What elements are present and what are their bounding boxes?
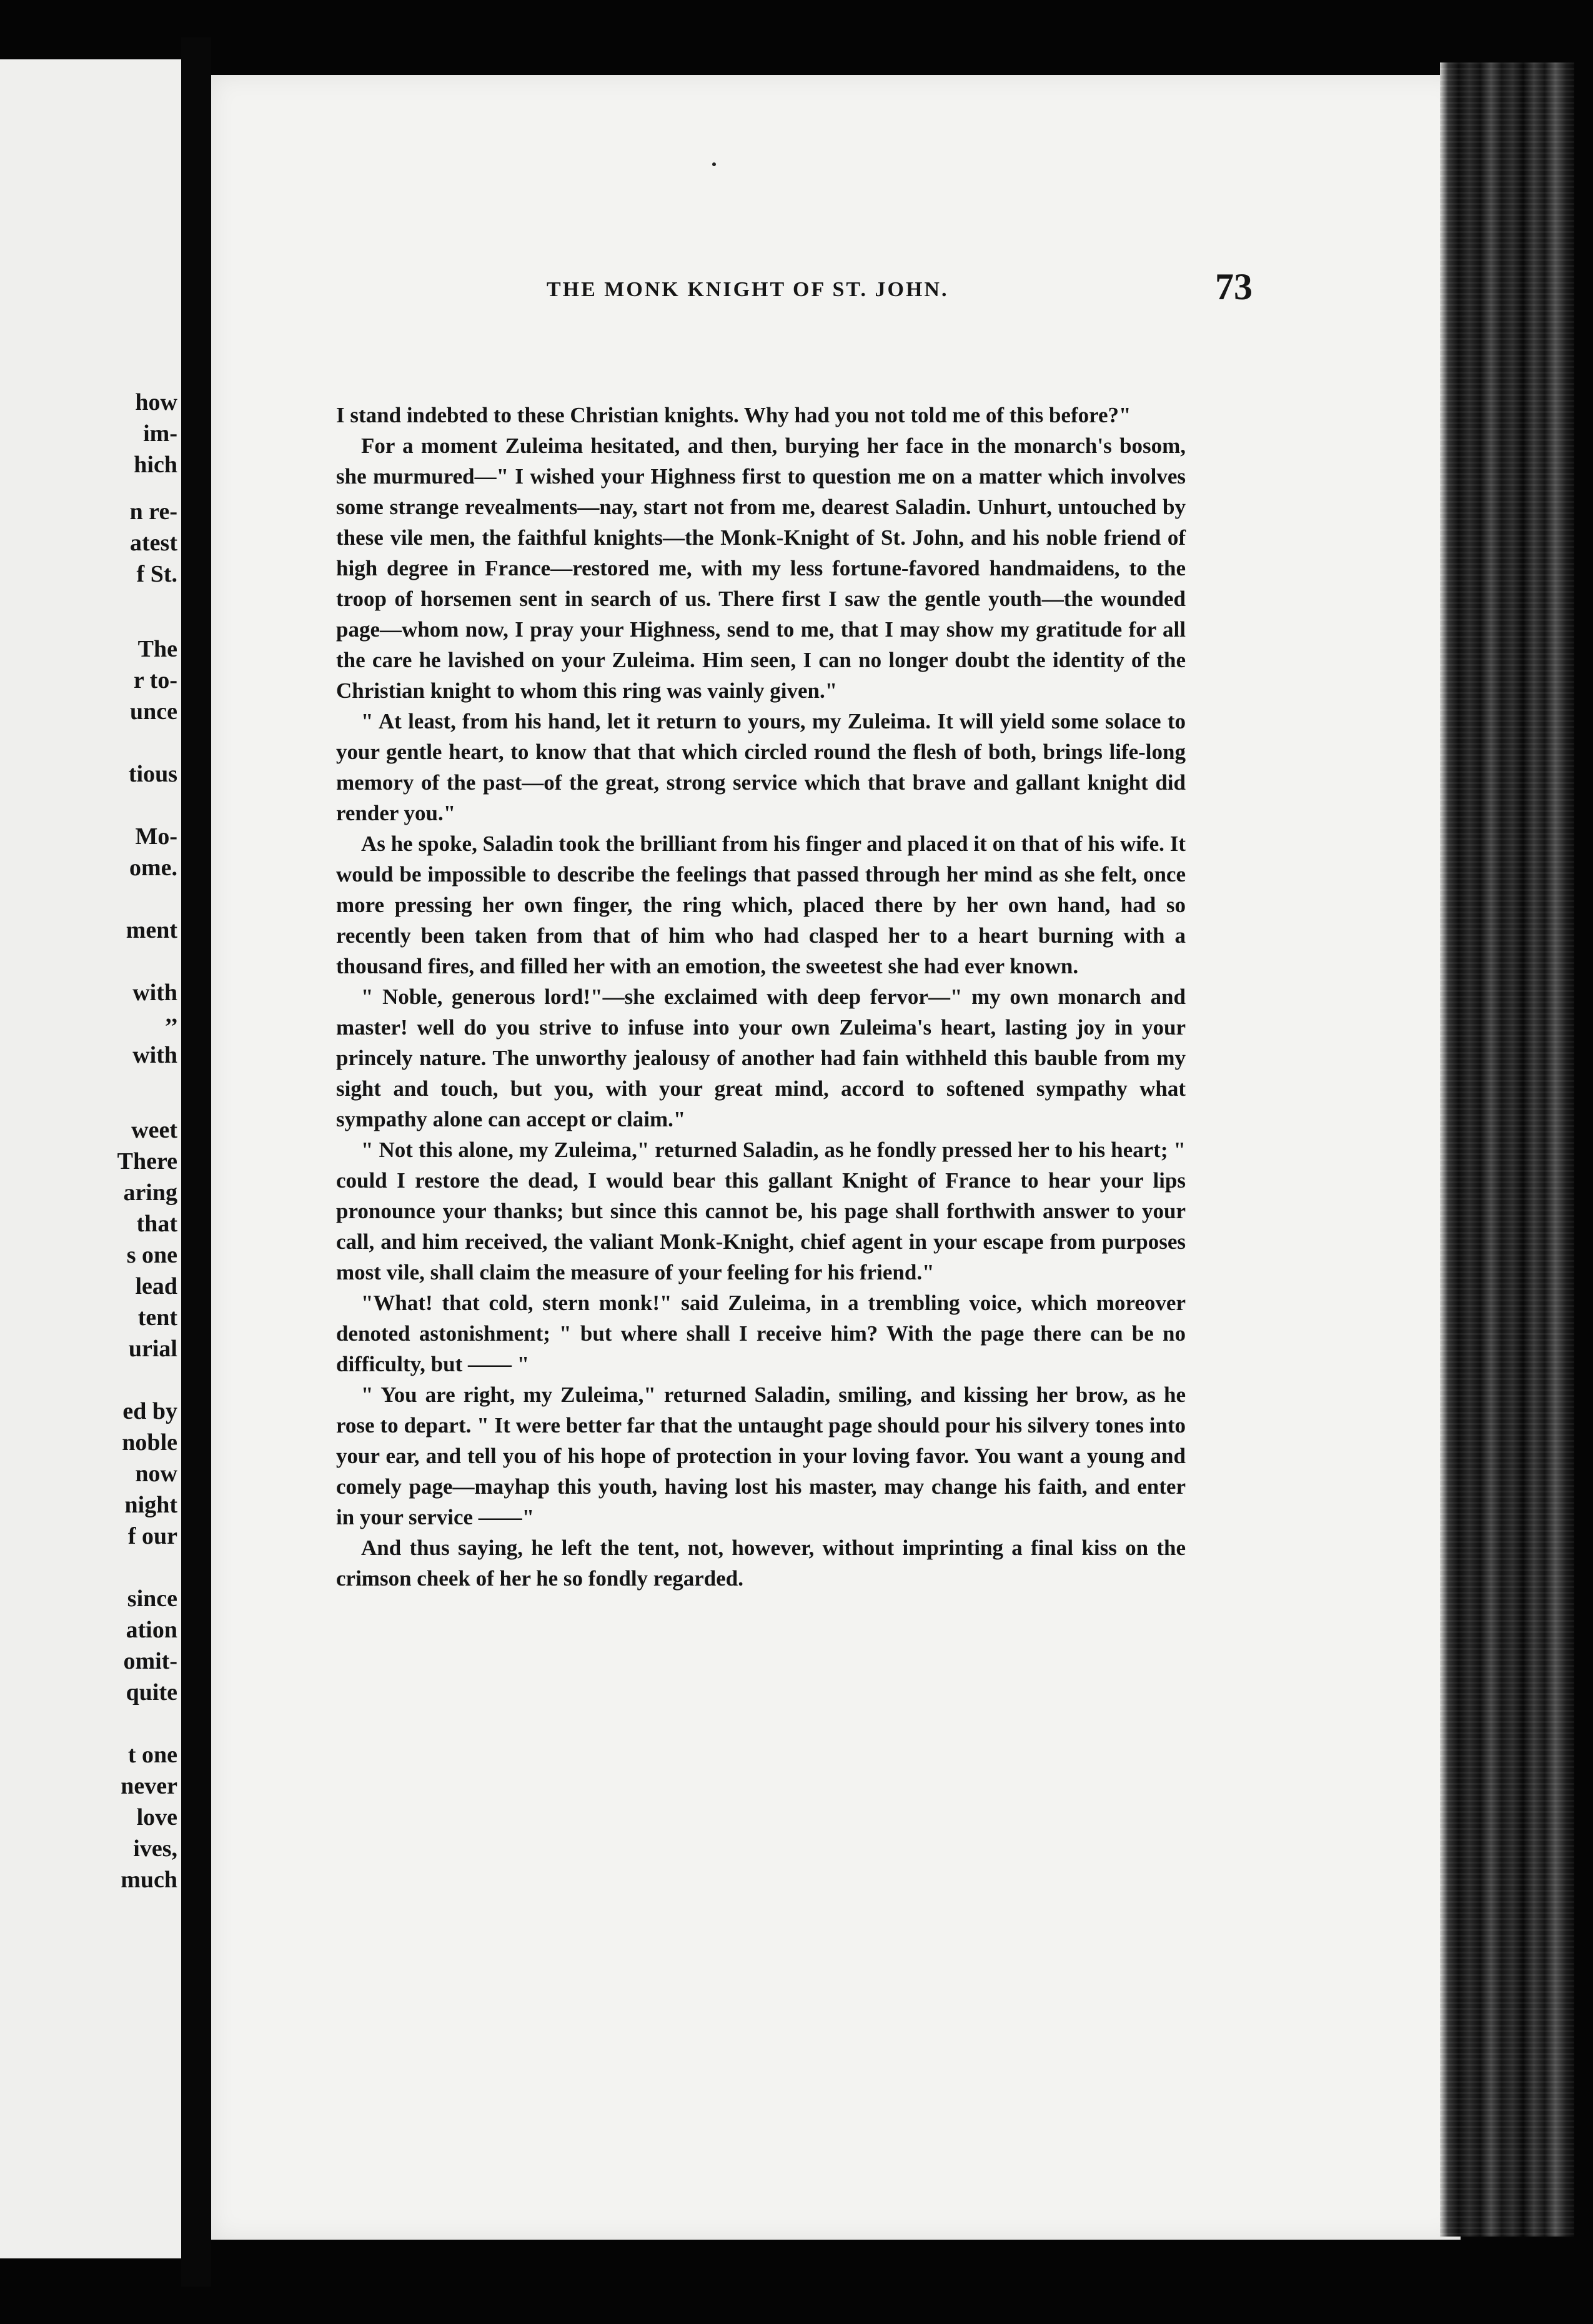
- left-fragment: now: [135, 1461, 177, 1487]
- left-fragment: There: [117, 1148, 177, 1174]
- paragraph: I stand indebted to these Christian knights. Why had you not told me of this before?": [336, 403, 1131, 427]
- left-fragment: t one: [127, 1742, 177, 1768]
- left-fragment: that: [136, 1211, 177, 1237]
- body-text: [336, 400, 1186, 1594]
- left-fragment: lead: [135, 1273, 177, 1299]
- left-fragment: love: [136, 1804, 177, 1830]
- paragraph: And thus saying, he left the tent, not, however, without imprinting a final kiss on the crimson cheek of her he so fondly regarded.: [336, 1536, 1186, 1591]
- paragraph: "What! that cold, stern monk!" said Zuleima, in a trembling voice, which moreover denoted astonishment; " but where shall I receive him? With the page there can be no difficulty, but —— ": [336, 1291, 1186, 1376]
- left-fragment: with: [132, 980, 177, 1006]
- page-header: [344, 266, 1253, 315]
- book-page-edge: [1440, 62, 1574, 2237]
- left-fragment: ome.: [129, 855, 177, 881]
- paragraph: As he spoke, Saladin took the brilliant from his finger and placed it on that of his wife. It would be impossible to describe the feelings that passed through her mind as she felt, once more pressing her own finger, the ring which, placed there by her own hand, had so recently been taken from that of him who had clasped her to a heart burning with a thousand fires, and filled her with an emotion, the sweetest she had ever known.: [336, 832, 1186, 978]
- running-title: THE MONK KNIGHT OF ST. JOHN.: [547, 278, 949, 301]
- left-fragment: n re-: [129, 499, 177, 525]
- paragraph: " You are right, my Zuleima," returned Saladin, smiling, and kissing her brow, as he rose to depart. " It were better far that the untaught page should pour his silvery tones into your ear, and tell you of his hope of protection in your loving favor. You want a young and comely page—mayhap this youth, having lost his master, may change his faith, and enter in your service ——": [336, 1383, 1186, 1529]
- previous-page-strip: [0, 59, 181, 2258]
- ink-speck: [712, 162, 716, 166]
- left-fragment: im-: [143, 420, 177, 447]
- left-fragment: night: [124, 1492, 177, 1518]
- left-fragment: f our: [127, 1523, 177, 1549]
- left-fragment: urial: [128, 1336, 177, 1362]
- left-fragment: unce: [130, 698, 177, 725]
- left-fragment: ment: [126, 917, 177, 943]
- left-fragment: atest: [130, 530, 177, 556]
- left-fragment: with: [132, 1042, 177, 1068]
- paragraph: " Not this alone, my Zuleima," returned Saladin, as he fondly pressed her to his heart; " could I restore the dead, I would bear this gallant Knight of France to hear your lips pronounce your thanks; but since this cannot be, his page shall forthwith answer to your call, and him received, the valiant Monk-Knight, chief agent in your escape from purposes most vile, shall claim the measure of your feeling for his friend.": [336, 1138, 1186, 1284]
- left-fragment: since: [127, 1586, 177, 1612]
- left-fragment: The: [137, 636, 177, 662]
- left-fragment: never: [121, 1773, 177, 1799]
- left-fragment: ed by: [122, 1398, 177, 1424]
- paragraph: " At least, from his hand, let it return to yours, my Zuleima. It will yield some solace to your gentle heart, to know that that which circled round the flesh of both, brings life-long memory of the past—of the great, strong service which that brave and gallant knight did render you.": [336, 709, 1186, 825]
- paragraph: " Noble, generous lord!"—she exclaimed with deep fervor—" my own monarch and master! well do you strive to infuse into your own Zuleima's heart, lasting joy in your princely nature. The unworthy jealousy of another had fain withheld this bauble from my sight and touch, but you, with your great mind, accord to softened sympathy what sympathy alone can accept or claim.": [336, 985, 1186, 1131]
- left-fragment: f St.: [136, 561, 177, 587]
- left-fragment: Mo-: [135, 823, 177, 850]
- left-fragment: omit-: [123, 1648, 177, 1674]
- left-fragment: tious: [128, 761, 177, 787]
- left-fragment: how: [135, 389, 177, 415]
- left-fragment: much: [121, 1867, 177, 1893]
- left-fragment: quite: [126, 1679, 177, 1706]
- left-fragment: hich: [134, 452, 177, 478]
- book-gutter: [181, 37, 211, 2287]
- left-fragment: r to-: [134, 667, 177, 693]
- left-fragment: aring: [123, 1179, 177, 1206]
- page-number: 73: [1215, 266, 1253, 307]
- left-fragment: ation: [126, 1617, 177, 1643]
- left-fragment: ives,: [133, 1835, 177, 1862]
- left-fragment: ,,: [166, 1001, 177, 1028]
- scan-bottom-border: [211, 2240, 1461, 2324]
- paragraph: For a moment Zuleima hesitated, and then, burying her face in the monarch's bosom, she murmured—" I wished your Highness first to question me on a matter which involves some strange revealments—nay, start not from me, dearest Saladin. Unhurt, untouched by these vile men, the faithful knights—the Monk-Knight of St. John, and his noble friend of high degree in France—restored me, with my less fortune-favored handmaidens, to the troop of horsemen sent in search of us. There first I saw the gentle youth—the wounded page—whom now, I pray your Highness, send to me, that I may show my gratitude for all the care he lavished on your Zuleima. Him seen, I can no longer doubt the identity of the Christian knight to whom this ring was vainly given.": [336, 434, 1186, 703]
- left-fragment: noble: [122, 1429, 177, 1456]
- left-fragment: s one: [126, 1242, 177, 1268]
- left-fragment: tent: [137, 1304, 177, 1331]
- left-fragment: weet: [131, 1117, 177, 1143]
